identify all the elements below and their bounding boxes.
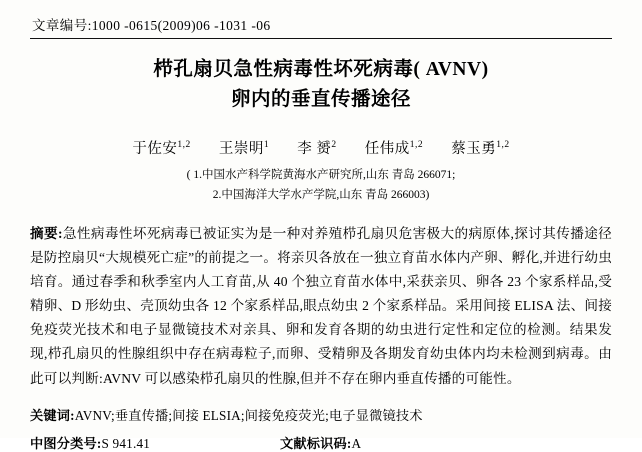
abstract-text: 急性病毒性坏死病毒已被证实为是一种对养殖栉孔扇贝危害极大的病原体,探讨其传播途径是防控扇贝“大规模死亡症”的前提之一。将亲贝各放在一独立育苗水体内产卵、孵化,并进行幼虫培育。通过春季和秋季室内人工育苗,从 40 个独立育苗水体中,采获亲贝、卵各 23 个家系样品,受精卵、D 形幼虫、壳顶幼虫各 12 个家系样品,眼点幼虫 2 个家系样品。采用间接 ELISA 法、间接免疫荧光技术和电子显微镜技术对亲具、卵和发育各期的幼虫进行定性和定位的检测。结果发现,栉孔扇贝的性腺组织中存在病毒粒子,而卵、受精卵及各期发育幼虫体内均未检测到病毒。由此可以判断:AVNV 可以感染栉孔扇贝的性腺,但并不存在卵内垂直传播的可能性。 <box>30 225 612 386</box>
header-divider <box>30 38 612 39</box>
keywords-label: 关键词: <box>30 407 75 423</box>
affiliation-list <box>30 166 612 205</box>
author-item <box>297 137 336 158</box>
keywords-section <box>30 405 612 427</box>
document-code-label: 文献标识码: <box>280 436 352 452</box>
author-item <box>451 137 509 158</box>
clc-label: 中图分类号: <box>30 436 102 452</box>
affiliation-item: 2.中国海洋大学水产学院,山东 青岛 266003) <box>212 188 430 201</box>
document-code <box>280 433 361 452</box>
title-line-2: 卵内的垂直传播途径 <box>230 89 411 111</box>
abstract-section <box>30 222 612 391</box>
author-list <box>30 137 612 158</box>
author-item <box>132 137 190 158</box>
author-name: 于佐安 <box>132 141 178 158</box>
author-name: 任伟成 <box>364 141 410 158</box>
page-title <box>30 55 612 115</box>
author-item <box>365 137 423 158</box>
affiliation-item: ( 1.中国水产科学院黄海水产研究所,山东 青岛 266071; <box>186 169 456 182</box>
author-name: 李 赟 <box>297 141 332 158</box>
clc-value: S 941.41 <box>101 436 151 452</box>
author-affil-marker: 1 <box>263 140 270 151</box>
author-affil-marker: 2 <box>331 140 337 151</box>
clc-number <box>30 433 280 452</box>
author-name: 王崇明 <box>218 141 264 158</box>
title-line-1: 栉孔扇贝急性病毒性坏死病毒( AVNV) <box>153 59 489 80</box>
document-code-value: A <box>351 436 362 452</box>
author-affil-marker: 1,2 <box>496 140 510 151</box>
article-number: 文章编号:1000 -0615(2009)06 -1031 -06 <box>32 18 271 33</box>
abstract-label: 摘要: <box>30 225 63 241</box>
keywords-text: AVNV;垂直传播;间接 ELSIA;间接免疫荧光;电子显微镜技术 <box>74 407 423 423</box>
author-name: 蔡玉勇 <box>451 141 497 158</box>
author-item <box>219 137 269 158</box>
author-affil-marker: 1,2 <box>409 140 424 151</box>
author-affil-marker: 1,2 <box>177 140 191 151</box>
classification-section <box>30 433 612 452</box>
